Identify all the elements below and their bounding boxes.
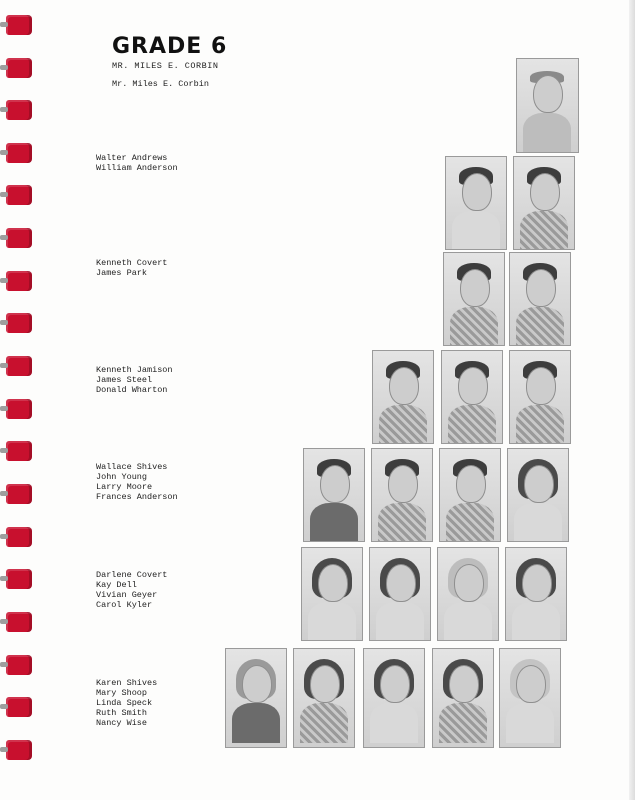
binding-ring — [6, 356, 32, 376]
teacher-heading: MR. MILES E. CORBIN — [112, 61, 219, 71]
student-name: Kenneth Jamison — [96, 365, 173, 375]
student-photo — [301, 547, 363, 641]
student-name: Donald Wharton — [96, 385, 168, 395]
page-edge-shadow — [629, 0, 635, 800]
name-list-row-1 — [96, 153, 178, 173]
student-name: Linda Speck — [96, 698, 153, 708]
student-photo — [443, 252, 505, 346]
student-name: Mary Shoop — [96, 688, 148, 698]
student-name: William Anderson — [96, 163, 178, 173]
student-photo — [505, 547, 567, 641]
binding-ring — [6, 484, 32, 504]
student-photo — [499, 648, 561, 748]
student-name: Vivian Geyer — [96, 590, 158, 600]
student-name: Carol Kyler — [96, 600, 153, 610]
binding-ring — [6, 697, 32, 717]
name-list-row-2 — [96, 258, 167, 278]
student-photo — [509, 252, 571, 346]
name-list-row-4 — [96, 462, 178, 502]
student-name: James Steel — [96, 375, 153, 385]
student-photo — [303, 448, 365, 542]
binding-ring — [6, 58, 32, 78]
student-photo — [437, 547, 499, 641]
teacher-name: Mr. Miles E. Corbin — [112, 79, 209, 89]
student-name: Larry Moore — [96, 482, 153, 492]
spiral-binding — [0, 0, 40, 800]
student-name: John Young — [96, 472, 148, 482]
student-photo — [439, 448, 501, 542]
student-name: Ruth Smith — [96, 708, 148, 718]
student-name: Darlene Covert — [96, 570, 168, 580]
student-photo — [225, 648, 287, 748]
binding-ring — [6, 185, 32, 205]
teacher-photo — [516, 58, 579, 153]
binding-ring — [6, 655, 32, 675]
student-name: James Park — [96, 268, 148, 278]
name-list-row-6 — [96, 678, 157, 728]
student-name: Nancy Wise — [96, 718, 148, 728]
student-photo — [432, 648, 494, 748]
name-list-row-5 — [96, 570, 167, 610]
student-photo — [509, 350, 571, 444]
student-photo — [369, 547, 431, 641]
student-name: Karen Shives — [96, 678, 158, 688]
student-photo — [363, 648, 425, 748]
student-photo — [441, 350, 503, 444]
binding-ring — [6, 100, 32, 120]
student-photo — [507, 448, 569, 542]
binding-ring — [6, 15, 32, 35]
student-name: Wallace Shives — [96, 462, 168, 472]
binding-ring — [6, 271, 32, 291]
student-name: Walter Andrews — [96, 153, 168, 163]
student-photo — [372, 350, 434, 444]
binding-ring — [6, 441, 32, 461]
student-name: Kay Dell — [96, 580, 137, 590]
student-photo — [371, 448, 433, 542]
binding-ring — [6, 399, 32, 419]
student-name: Frances Anderson — [96, 492, 178, 502]
student-name: Kenneth Covert — [96, 258, 168, 268]
binding-ring — [6, 612, 32, 632]
binding-ring — [6, 143, 32, 163]
binding-ring — [6, 228, 32, 248]
page-title: GRADE 6 — [112, 34, 228, 59]
binding-ring — [6, 527, 32, 547]
student-photo — [513, 156, 575, 250]
binding-ring — [6, 313, 32, 333]
student-photo — [293, 648, 355, 748]
student-photo — [445, 156, 507, 250]
name-list-row-3 — [96, 365, 173, 395]
binding-ring — [6, 569, 32, 589]
binding-ring — [6, 740, 32, 760]
